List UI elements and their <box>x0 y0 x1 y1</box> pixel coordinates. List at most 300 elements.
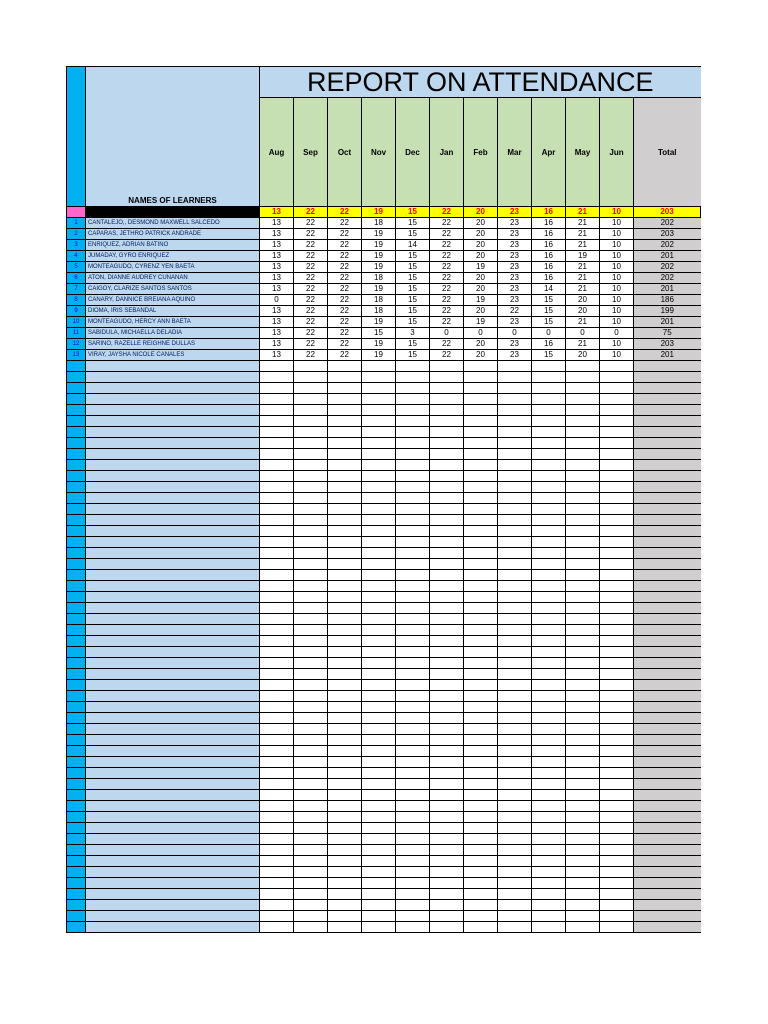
empty-attendance-cell <box>464 801 498 812</box>
empty-attendance-cell <box>362 922 396 933</box>
empty-attendance-cell <box>464 680 498 691</box>
empty-attendance-cell <box>464 922 498 933</box>
empty-attendance-cell <box>328 471 362 482</box>
empty-attendance-cell <box>362 603 396 614</box>
empty-attendance-cell <box>430 471 464 482</box>
attendance-nov: 18 <box>362 295 396 306</box>
empty-attendance-cell <box>362 405 396 416</box>
empty-number-cell <box>67 449 86 460</box>
table-row <box>67 911 701 922</box>
empty-attendance-cell <box>498 372 532 383</box>
empty-number-cell <box>67 460 86 471</box>
empty-attendance-cell <box>430 449 464 460</box>
attendance-feb: 19 <box>464 295 498 306</box>
empty-attendance-cell <box>362 647 396 658</box>
table-row <box>67 559 701 570</box>
empty-attendance-cell <box>294 460 328 471</box>
empty-attendance-cell <box>430 845 464 856</box>
empty-attendance-cell <box>532 823 566 834</box>
empty-attendance-cell <box>430 361 464 372</box>
empty-attendance-cell <box>396 405 430 416</box>
empty-name-cell <box>86 889 260 900</box>
empty-attendance-cell <box>498 636 532 647</box>
attendance-jun: 10 <box>600 218 634 229</box>
empty-attendance-cell <box>464 515 498 526</box>
empty-attendance-cell <box>464 812 498 823</box>
attendance-dec: 15 <box>396 251 430 262</box>
empty-attendance-cell <box>260 768 294 779</box>
empty-total-cell <box>634 757 701 768</box>
empty-attendance-cell <box>328 482 362 493</box>
attendance-nov: 15 <box>362 328 396 339</box>
empty-attendance-cell <box>260 812 294 823</box>
empty-attendance-cell <box>430 581 464 592</box>
empty-attendance-cell <box>430 757 464 768</box>
empty-attendance-cell <box>362 592 396 603</box>
empty-total-cell <box>634 790 701 801</box>
empty-attendance-cell <box>430 735 464 746</box>
empty-attendance-cell <box>566 801 600 812</box>
empty-attendance-cell <box>498 779 532 790</box>
learner-number: 4 <box>67 251 86 262</box>
empty-attendance-cell <box>600 460 634 471</box>
empty-attendance-cell <box>362 724 396 735</box>
learner-total: 201 <box>634 284 701 295</box>
empty-total-cell <box>634 801 701 812</box>
empty-attendance-cell <box>498 724 532 735</box>
empty-attendance-cell <box>464 834 498 845</box>
empty-attendance-cell <box>260 856 294 867</box>
empty-total-cell <box>634 526 701 537</box>
empty-attendance-cell <box>396 922 430 933</box>
attendance-jan: 22 <box>430 350 464 361</box>
table-row <box>67 581 701 592</box>
empty-total-cell <box>634 537 701 548</box>
empty-attendance-cell <box>532 482 566 493</box>
empty-attendance-cell <box>430 801 464 812</box>
empty-attendance-cell <box>396 537 430 548</box>
empty-attendance-cell <box>532 647 566 658</box>
attendance-apr: 16 <box>532 251 566 262</box>
attendance-dec: 15 <box>396 262 430 273</box>
attendance-dec: 15 <box>396 284 430 295</box>
empty-attendance-cell <box>294 383 328 394</box>
empty-attendance-cell <box>362 559 396 570</box>
empty-attendance-cell <box>328 867 362 878</box>
attendance-jun: 10 <box>600 229 634 240</box>
empty-number-cell <box>67 680 86 691</box>
empty-attendance-cell <box>532 922 566 933</box>
empty-attendance-cell <box>600 581 634 592</box>
empty-attendance-cell <box>566 878 600 889</box>
empty-attendance-cell <box>430 636 464 647</box>
empty-attendance-cell <box>498 570 532 581</box>
empty-attendance-cell <box>294 900 328 911</box>
attendance-aug: 13 <box>260 262 294 273</box>
empty-attendance-cell <box>396 889 430 900</box>
empty-total-cell <box>634 636 701 647</box>
empty-attendance-cell <box>532 713 566 724</box>
empty-attendance-cell <box>260 570 294 581</box>
empty-attendance-cell <box>328 647 362 658</box>
attendance-nov: 19 <box>362 229 396 240</box>
attendance-mar: 0 <box>498 328 532 339</box>
empty-attendance-cell <box>294 592 328 603</box>
empty-attendance-cell <box>464 768 498 779</box>
empty-attendance-cell <box>396 856 430 867</box>
attendance-jan: 22 <box>430 229 464 240</box>
attendance-jun: 0 <box>600 328 634 339</box>
attendance-jun: 10 <box>600 284 634 295</box>
attendance-oct: 22 <box>328 317 362 328</box>
empty-attendance-cell <box>294 372 328 383</box>
empty-attendance-cell <box>566 372 600 383</box>
empty-attendance-cell <box>328 724 362 735</box>
empty-attendance-cell <box>600 746 634 757</box>
attendance-oct: 22 <box>328 273 362 284</box>
empty-attendance-cell <box>362 614 396 625</box>
empty-total-cell <box>634 625 701 636</box>
attendance-dec: 15 <box>396 350 430 361</box>
empty-attendance-cell <box>498 581 532 592</box>
learner-name: CANTALEJO,, DESMOND MAXWELL SALCEDO <box>86 218 260 229</box>
empty-attendance-cell <box>600 779 634 790</box>
empty-total-cell <box>634 856 701 867</box>
empty-name-cell <box>86 867 260 878</box>
attendance-mar: 23 <box>498 273 532 284</box>
empty-total-cell <box>634 867 701 878</box>
empty-attendance-cell <box>566 790 600 801</box>
learner-number: 10 <box>67 317 86 328</box>
empty-attendance-cell <box>464 537 498 548</box>
attendance-apr: 16 <box>532 262 566 273</box>
empty-total-cell <box>634 724 701 735</box>
learner-total: 186 <box>634 295 701 306</box>
empty-attendance-cell <box>430 603 464 614</box>
empty-attendance-cell <box>362 746 396 757</box>
attendance-aug: 13 <box>260 251 294 262</box>
empty-attendance-cell <box>566 746 600 757</box>
empty-attendance-cell <box>600 383 634 394</box>
empty-attendance-cell <box>600 548 634 559</box>
attendance-table <box>66 66 701 933</box>
empty-attendance-cell <box>566 537 600 548</box>
empty-attendance-cell <box>260 746 294 757</box>
learner-name: SABIDULA, MICHAELLA DELADIA <box>86 328 260 339</box>
empty-attendance-cell <box>498 878 532 889</box>
attendance-oct: 22 <box>328 262 362 273</box>
empty-attendance-cell <box>498 592 532 603</box>
empty-attendance-cell <box>362 460 396 471</box>
empty-attendance-cell <box>430 504 464 515</box>
learner-name: CAPARAS, JETHRO PATRICK ANDRADE <box>86 229 260 240</box>
empty-attendance-cell <box>260 757 294 768</box>
attendance-aug: 13 <box>260 284 294 295</box>
empty-attendance-cell <box>294 724 328 735</box>
empty-attendance-cell <box>260 702 294 713</box>
table-row <box>67 636 701 647</box>
empty-attendance-cell <box>294 427 328 438</box>
empty-attendance-cell <box>260 867 294 878</box>
attendance-mar: 23 <box>498 218 532 229</box>
empty-attendance-cell <box>294 878 328 889</box>
empty-attendance-cell <box>600 416 634 427</box>
empty-number-cell <box>67 526 86 537</box>
month-header-nov: Nov <box>362 98 396 207</box>
attendance-dec: 15 <box>396 273 430 284</box>
school-days-index-cell <box>67 207 86 218</box>
empty-attendance-cell <box>396 779 430 790</box>
empty-attendance-cell <box>464 779 498 790</box>
empty-attendance-cell <box>600 790 634 801</box>
attendance-jan: 22 <box>430 317 464 328</box>
attendance-sep: 22 <box>294 306 328 317</box>
empty-total-cell <box>634 504 701 515</box>
empty-attendance-cell <box>430 691 464 702</box>
empty-attendance-cell <box>294 548 328 559</box>
empty-name-cell <box>86 548 260 559</box>
empty-name-cell <box>86 691 260 702</box>
attendance-sep: 22 <box>294 339 328 350</box>
empty-name-cell <box>86 845 260 856</box>
empty-attendance-cell <box>362 372 396 383</box>
attendance-apr: 16 <box>532 240 566 251</box>
empty-attendance-cell <box>498 603 532 614</box>
attendance-sep: 22 <box>294 284 328 295</box>
empty-number-cell <box>67 702 86 713</box>
empty-attendance-cell <box>566 471 600 482</box>
empty-attendance-cell <box>260 900 294 911</box>
empty-attendance-cell <box>464 361 498 372</box>
empty-attendance-cell <box>532 779 566 790</box>
empty-attendance-cell <box>532 383 566 394</box>
empty-attendance-cell <box>566 856 600 867</box>
empty-attendance-cell <box>362 779 396 790</box>
empty-attendance-cell <box>260 383 294 394</box>
empty-total-cell <box>634 768 701 779</box>
empty-attendance-cell <box>532 856 566 867</box>
empty-attendance-cell <box>260 625 294 636</box>
empty-total-cell <box>634 669 701 680</box>
empty-attendance-cell <box>396 394 430 405</box>
table-row <box>67 251 701 262</box>
table-row <box>67 735 701 746</box>
empty-attendance-cell <box>600 394 634 405</box>
attendance-jan: 22 <box>430 240 464 251</box>
empty-attendance-cell <box>260 559 294 570</box>
empty-attendance-cell <box>566 680 600 691</box>
attendance-sep: 22 <box>294 273 328 284</box>
empty-attendance-cell <box>464 559 498 570</box>
empty-attendance-cell <box>362 702 396 713</box>
learner-total: 201 <box>634 350 701 361</box>
attendance-dec: 15 <box>396 218 430 229</box>
empty-attendance-cell <box>464 647 498 658</box>
attendance-feb: 20 <box>464 251 498 262</box>
empty-attendance-cell <box>430 427 464 438</box>
empty-attendance-cell <box>430 416 464 427</box>
empty-attendance-cell <box>260 493 294 504</box>
attendance-oct: 22 <box>328 229 362 240</box>
empty-total-cell <box>634 614 701 625</box>
empty-attendance-cell <box>532 361 566 372</box>
empty-attendance-cell <box>362 394 396 405</box>
empty-attendance-cell <box>430 526 464 537</box>
empty-attendance-cell <box>328 889 362 900</box>
empty-attendance-cell <box>430 592 464 603</box>
empty-attendance-cell <box>464 790 498 801</box>
empty-attendance-cell <box>396 471 430 482</box>
empty-attendance-cell <box>294 801 328 812</box>
attendance-apr: 15 <box>532 295 566 306</box>
empty-attendance-cell <box>600 537 634 548</box>
empty-attendance-cell <box>396 768 430 779</box>
attendance-sep: 22 <box>294 295 328 306</box>
empty-number-cell <box>67 559 86 570</box>
empty-attendance-cell <box>396 636 430 647</box>
empty-attendance-cell <box>362 471 396 482</box>
empty-attendance-cell <box>498 361 532 372</box>
empty-attendance-cell <box>260 482 294 493</box>
attendance-jan: 22 <box>430 262 464 273</box>
learner-total: 203 <box>634 229 701 240</box>
empty-attendance-cell <box>328 438 362 449</box>
empty-attendance-cell <box>498 449 532 460</box>
empty-total-cell <box>634 658 701 669</box>
empty-attendance-cell <box>464 746 498 757</box>
empty-attendance-cell <box>600 603 634 614</box>
table-row <box>67 669 701 680</box>
empty-total-cell <box>634 779 701 790</box>
empty-attendance-cell <box>600 691 634 702</box>
empty-attendance-cell <box>362 889 396 900</box>
attendance-sep: 22 <box>294 317 328 328</box>
empty-number-cell <box>67 361 86 372</box>
attendance-dec: 15 <box>396 295 430 306</box>
school-days-jun: 10 <box>600 207 634 218</box>
empty-attendance-cell <box>532 460 566 471</box>
names-header: NAMES OF LEARNERS <box>86 67 260 207</box>
attendance-feb: 20 <box>464 339 498 350</box>
empty-attendance-cell <box>294 405 328 416</box>
empty-attendance-cell <box>362 768 396 779</box>
empty-attendance-cell <box>328 570 362 581</box>
attendance-feb: 20 <box>464 240 498 251</box>
empty-attendance-cell <box>532 526 566 537</box>
empty-attendance-cell <box>566 823 600 834</box>
empty-name-cell <box>86 515 260 526</box>
empty-attendance-cell <box>464 570 498 581</box>
empty-attendance-cell <box>532 669 566 680</box>
empty-attendance-cell <box>260 427 294 438</box>
empty-attendance-cell <box>498 922 532 933</box>
empty-attendance-cell <box>328 361 362 372</box>
empty-attendance-cell <box>362 493 396 504</box>
attendance-feb: 20 <box>464 306 498 317</box>
table-row <box>67 471 701 482</box>
empty-attendance-cell <box>294 438 328 449</box>
empty-attendance-cell <box>328 669 362 680</box>
school-days-aug: 13 <box>260 207 294 218</box>
empty-attendance-cell <box>396 625 430 636</box>
empty-attendance-cell <box>532 592 566 603</box>
attendance-may: 21 <box>566 317 600 328</box>
learner-total: 203 <box>634 339 701 350</box>
empty-attendance-cell <box>260 592 294 603</box>
table-row <box>67 702 701 713</box>
table-row <box>67 812 701 823</box>
empty-attendance-cell <box>328 779 362 790</box>
empty-attendance-cell <box>464 669 498 680</box>
attendance-dec: 3 <box>396 328 430 339</box>
empty-attendance-cell <box>328 757 362 768</box>
empty-attendance-cell <box>498 702 532 713</box>
attendance-mar: 23 <box>498 295 532 306</box>
empty-attendance-cell <box>260 537 294 548</box>
empty-name-cell <box>86 581 260 592</box>
empty-attendance-cell <box>600 372 634 383</box>
table-row <box>67 350 701 361</box>
empty-attendance-cell <box>464 724 498 735</box>
learner-number: 6 <box>67 273 86 284</box>
attendance-sep: 22 <box>294 251 328 262</box>
empty-attendance-cell <box>566 394 600 405</box>
empty-attendance-cell <box>498 383 532 394</box>
attendance-jun: 10 <box>600 306 634 317</box>
empty-total-cell <box>634 834 701 845</box>
empty-attendance-cell <box>430 460 464 471</box>
table-row <box>67 394 701 405</box>
empty-attendance-cell <box>328 713 362 724</box>
empty-name-cell <box>86 383 260 394</box>
empty-attendance-cell <box>396 790 430 801</box>
empty-attendance-cell <box>396 823 430 834</box>
empty-attendance-cell <box>464 614 498 625</box>
empty-attendance-cell <box>294 504 328 515</box>
empty-attendance-cell <box>600 878 634 889</box>
table-row <box>67 680 701 691</box>
empty-attendance-cell <box>566 834 600 845</box>
attendance-feb: 20 <box>464 350 498 361</box>
learner-total: 202 <box>634 240 701 251</box>
empty-attendance-cell <box>430 394 464 405</box>
empty-total-cell <box>634 878 701 889</box>
empty-attendance-cell <box>532 515 566 526</box>
empty-number-cell <box>67 889 86 900</box>
empty-total-cell <box>634 735 701 746</box>
empty-attendance-cell <box>566 625 600 636</box>
learner-total: 202 <box>634 262 701 273</box>
learner-total: 75 <box>634 328 701 339</box>
empty-attendance-cell <box>464 438 498 449</box>
empty-name-cell <box>86 834 260 845</box>
empty-attendance-cell <box>566 515 600 526</box>
empty-attendance-cell <box>362 570 396 581</box>
empty-name-cell <box>86 680 260 691</box>
empty-attendance-cell <box>600 493 634 504</box>
empty-attendance-cell <box>362 581 396 592</box>
attendance-nov: 18 <box>362 273 396 284</box>
empty-attendance-cell <box>566 460 600 471</box>
empty-attendance-cell <box>532 790 566 801</box>
empty-attendance-cell <box>260 394 294 405</box>
table-row <box>67 900 701 911</box>
attendance-sep: 22 <box>294 240 328 251</box>
empty-attendance-cell <box>498 790 532 801</box>
empty-total-cell <box>634 570 701 581</box>
attendance-jan: 22 <box>430 218 464 229</box>
empty-attendance-cell <box>294 713 328 724</box>
